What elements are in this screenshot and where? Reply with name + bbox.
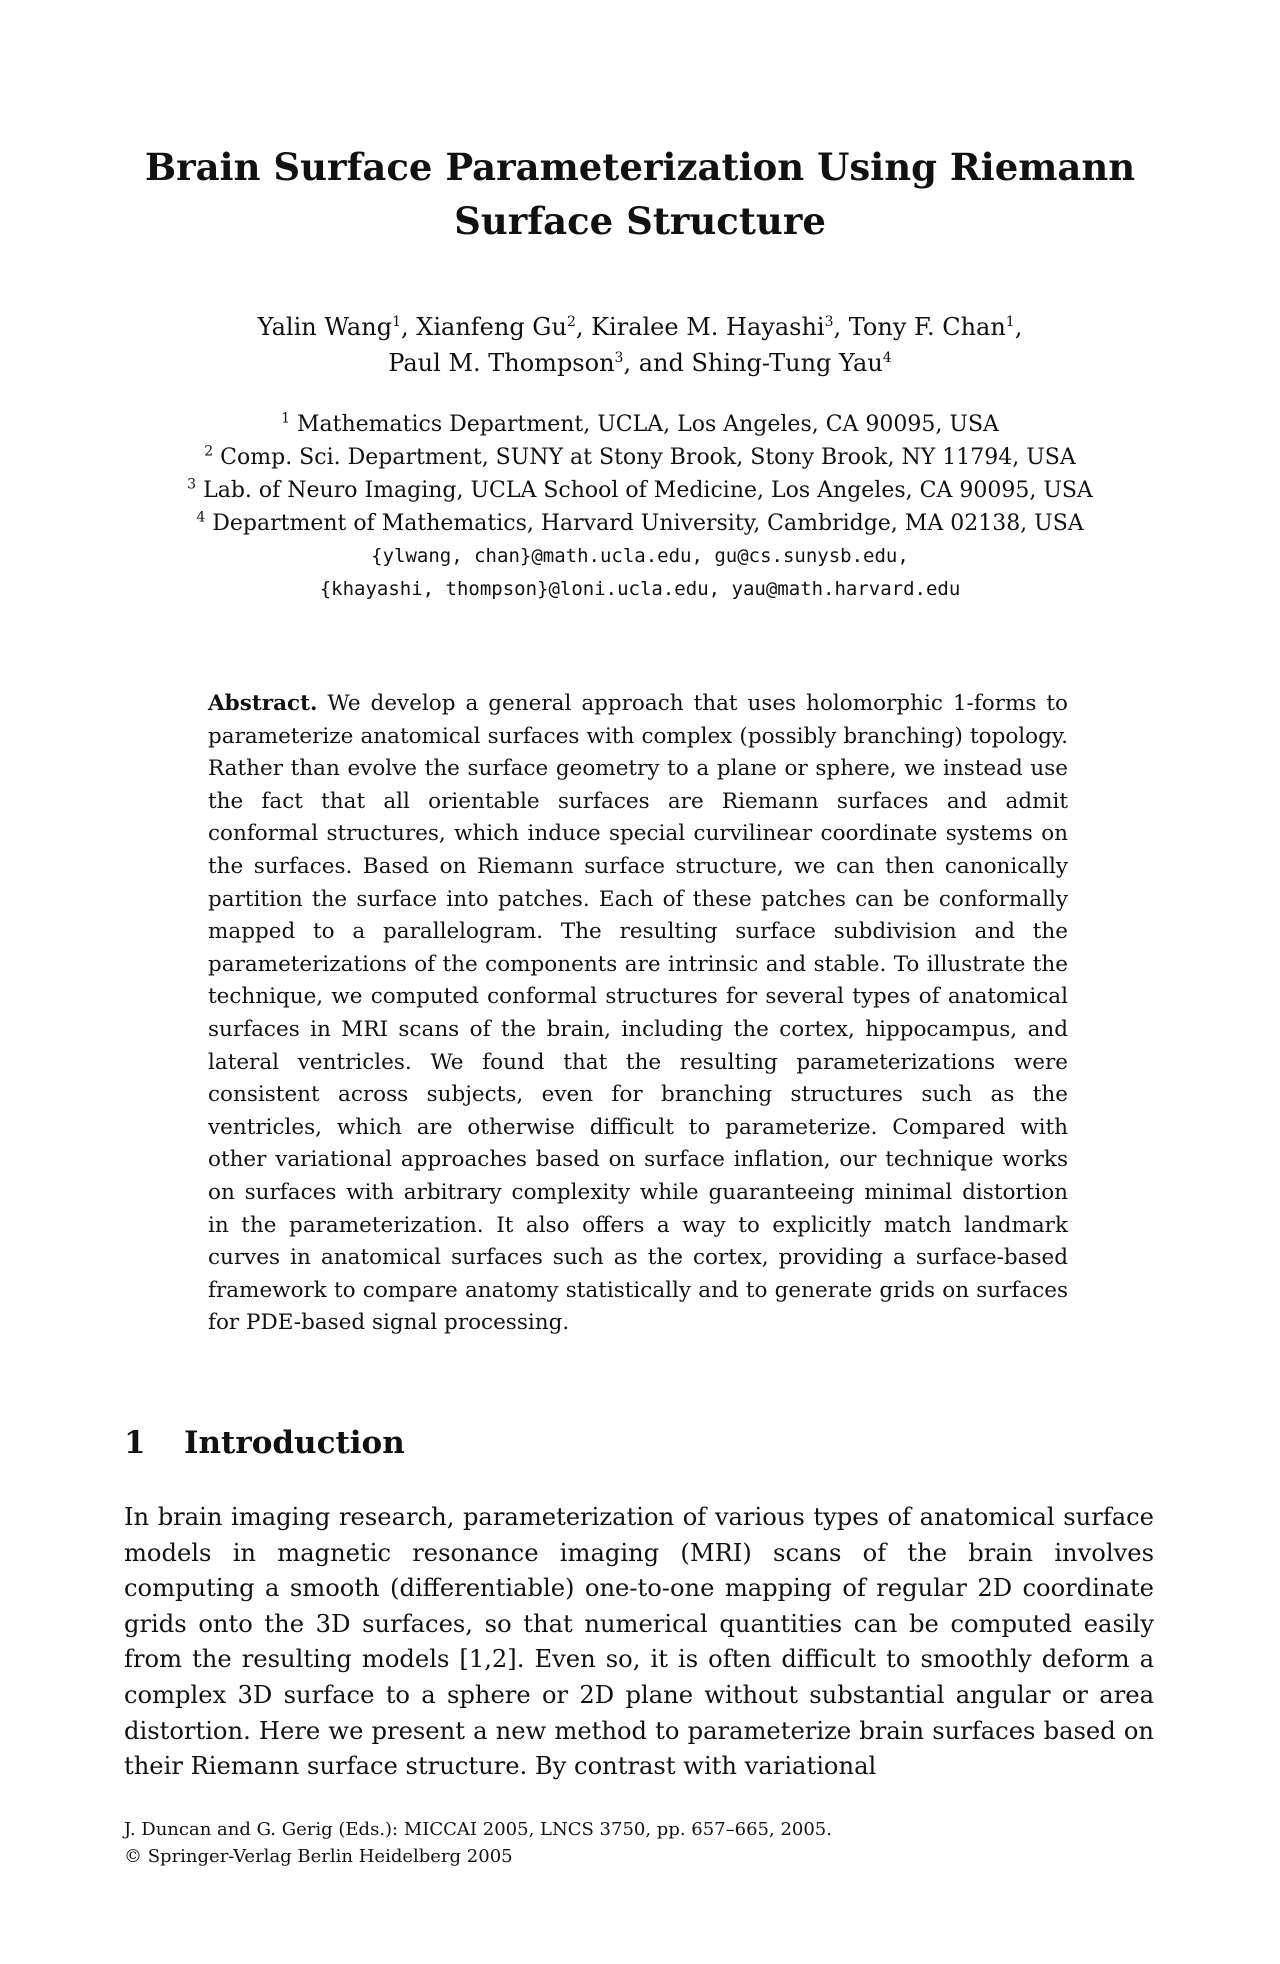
author-affil-mark: 1 <box>1005 314 1015 330</box>
affiliation-3 <box>100 474 1180 507</box>
affiliation-2 <box>100 441 1180 474</box>
affiliation-mark: 3 <box>187 476 197 493</box>
footer-citation: J. Duncan and G. Gerig (Eds.): MICCAI 2005, LNCS 3750, pp. 657–665, 2005. <box>124 1819 832 1840</box>
author-name: , Xianfeng Gu <box>400 313 567 341</box>
affiliation-mark: 1 <box>281 410 291 427</box>
section-heading <box>124 1423 405 1463</box>
intro-paragraph: In brain imaging research, parameterization of various types of anatomical surface models in magnetic resonance imaging (MRI) scans of the brain involves computing a smooth (differentiable) one-to-one mapping of regular 2D coordinate grids onto the 3D surfaces, so that numerical quantities can be computed easily from the resulting models [1,2]. Even so, it is often difficult to smoothly deform a complex 3D surface to a sphere or 2D plane without substantial angular or area distortion. Here we present a new method to parameterize brain surfaces based on their Riemann surface structure. By contrast with variational <box>124 1503 1154 1781</box>
abstract <box>208 688 1068 1340</box>
author-line-2 <box>100 345 1180 381</box>
affiliation-list <box>100 408 1180 606</box>
author-name: Yalin Wang <box>257 313 393 341</box>
email-line-2: {khayashi, thompson}@loni.ucla.edu, yau@math.harvard.edu <box>319 578 961 600</box>
author-list <box>100 309 1180 381</box>
publication-footer <box>124 1816 832 1870</box>
author-separator: , <box>1014 313 1023 341</box>
email-line-1: {ylwang, chan}@math.ucla.edu, gu@cs.sunysb.edu, <box>371 545 909 567</box>
affiliation-1 <box>100 408 1180 441</box>
abstract-text: We develop a general approach that uses holomorphic 1-forms to parameterize anatomical surfaces with complex (possibly branching) topology. Rather than evolve the surface geometry to a plane or sphere, we instead use the fact that all orientable surfaces are Riemann surfaces and admit conformal structures, which induce special curvilinear coordinate systems on the surfaces. Based on Riemann surface structure, we can then canonically partition the surface into patches. Each of these patches can be conformally mapped to a parallelogram. The resulting surface subdivision and the parameterizations of the components are intrinsic and stable. To illustrate the technique, we computed conformal structures for several types of anatomical surfaces in MRI scans of the brain, including the cortex, hippocampus, and lateral ventricles. We found that the resulting parameterizations were consistent across subjects, even for branching structures such as the ventricles, which are otherwise difficult to parameterize. Compared with other variational approaches based on surface inflation, our technique works on surfaces with arbitrary complexity while guaranteeing minimal distortion in the parameterization. It also offers a way to explicitly match landmark curves in anatomical surfaces such as the cortex, providing a surface-based framework to compare anatomy statistically and to generate grids on surfaces for PDE-based signal processing. <box>208 691 1068 1336</box>
abstract-label: Abstract. <box>208 691 318 716</box>
affiliation-mark: 4 <box>196 509 206 526</box>
affiliation-text: Lab. of Neuro Imaging, UCLA School of Medicine, Los Angeles, CA 90095, USA <box>196 478 1093 503</box>
affiliation-mark: 2 <box>204 443 214 460</box>
author-affil-mark: 4 <box>882 350 892 366</box>
author-line-1 <box>100 309 1180 345</box>
author-affil-mark: 2 <box>566 314 576 330</box>
author-name: , and Shing-Tung Yau <box>623 349 883 377</box>
author-name: , Tony F. Chan <box>833 313 1006 341</box>
author-name: Paul M. Thompson <box>388 349 615 377</box>
author-affil-mark: 1 <box>392 314 401 330</box>
author-name: , Kiralee M. Hayashi <box>575 313 825 341</box>
affiliation-4 <box>100 507 1180 540</box>
affiliation-text: Mathematics Department, UCLA, Los Angeles, CA 90095, USA <box>290 412 999 437</box>
affiliation-text: Comp. Sci. Department, SUNY at Stony Brook, Stony Brook, NY 11794, USA <box>213 445 1076 470</box>
footer-copyright: © Springer-Verlag Berlin Heidelberg 2005 <box>124 1846 513 1867</box>
title-line-2: Surface Structure <box>454 199 826 243</box>
title-line-1: Brain Surface Parameterization Using Riemann <box>144 145 1136 189</box>
affiliation-text: Department of Mathematics, Harvard University, Cambridge, MA 02138, USA <box>205 511 1084 536</box>
section-title: Introduction <box>184 1425 405 1461</box>
section-number: 1 <box>124 1425 146 1461</box>
author-affil-mark: 3 <box>824 314 834 330</box>
paper-title <box>100 140 1180 248</box>
author-affil-mark: 3 <box>614 350 624 366</box>
